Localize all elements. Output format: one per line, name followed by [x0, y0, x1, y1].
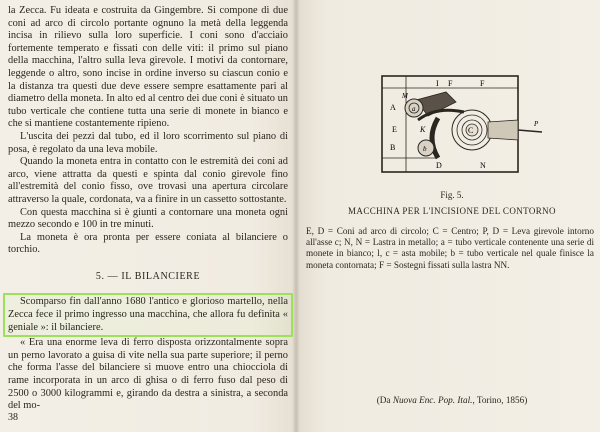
- left-text-column: [8, 5, 288, 413]
- figure-label: M: [402, 92, 408, 100]
- figure-label: E: [392, 125, 397, 134]
- machine-illustration: [376, 70, 546, 180]
- highlighted-paragraph: Scomparso fin dall'anno 1680 l'antico e glorioso martello, nella Zecca fece il primo ingresso una macchina, che allora fu definita « geniale »: il bilanciere.: [8, 296, 288, 333]
- source-title: Nuova Enc. Pop. Ital.: [392, 395, 473, 405]
- figure-caption: Fig. 5.: [440, 190, 464, 200]
- body-paragraph: « Era una enorme leva di ferro disposta orizzontalmente sopra un perno lavorato a guisa di vite nella sua parte superiore; il perno che forma l'asse del bilanciere si muove entro una chiocciola di rame incorporata in un arco di ghisa o di ferro fuso dal peso di 2500 o 3000 kilogrammi e, girando da destra a sinistra, a seconda del mo-: [8, 337, 288, 412]
- figure-label: A: [390, 103, 396, 112]
- figure-label: F: [480, 79, 485, 88]
- book-gutter: [292, 0, 300, 432]
- figure-label: D: [436, 161, 442, 170]
- body-paragraph: Quando la moneta entra in contatto con le estremità dei coni ad arco, viene attratta da questi e spinta dal conio girevole fino all'estremità del conio fisso, ove trovasi una apertura circolare attraverso la quale, cordonata, va a finire in un cassetto sottostante.: [8, 156, 288, 205]
- body-paragraph: L'uscita dei pezzi dal tubo, ed il loro scorrimento sul piano di posa, è regolato da una leva mobile.: [8, 130, 288, 155]
- figure-label: b: [423, 145, 427, 153]
- source-citation: [300, 395, 600, 405]
- figure-label: N: [480, 161, 486, 170]
- figure-label: B: [390, 143, 396, 152]
- figure-label: I: [436, 79, 439, 88]
- highlighted-passage[interactable]: [3, 293, 293, 337]
- section-title: 5. — IL BILANCIERE: [95, 270, 201, 282]
- page-number: 38: [8, 412, 18, 423]
- figure-label: C: [468, 126, 474, 135]
- figure-label: a: [412, 105, 416, 113]
- body-paragraph: Con questa macchina si è giunti a contornare una moneta ogni mezzo secondo e 100 in tre minuti.: [8, 206, 288, 231]
- source-prefix: (Da: [376, 395, 393, 405]
- source-suffix: , Torino, 1856): [472, 395, 528, 405]
- body-paragraph: la Zecca. Fu ideata e costruita da Gingembre. Si compone di due coni ad arco di circolo portante ognuno la metà della leggenda incisa in rilievo sulla loro superficie. I coni sono d'acciaio fortemente temperato e fissati con delle viti: il primo sul piano della macchina, l'altro sulla leva girevole. I motivi da contornare, leggende o altro, sono incise in ordine inverso su ciascun conio e la distanza tra questi due deve essere sempre esattamente pari al diametro della moneta. In alto ed al centro dei due coni è situato un tubo verticale che contiene tutta una serie di monete in bianco e che si mantiene costantemente ripieno.: [8, 5, 288, 130]
- figure-label: F: [448, 79, 453, 88]
- right-page: [296, 0, 600, 432]
- figure-label: P: [534, 120, 539, 128]
- figure-label: K: [420, 125, 426, 134]
- body-paragraph: La moneta è ora pronta per essere coniata al bilanciere o torchio.: [8, 231, 288, 256]
- figure-title: MACCHINA PER L'INCISIONE DEL CONTORNO: [348, 206, 556, 216]
- figure-legend: E, D = Coni ad arco di circolo; C = Centro; P, D = Leva girevole intorno all'asse c; N, N = Lastra in metallo; a = tubo verticale contenente una serie di monete in bianco; l, c = asta mobile; b = tubo verticale nel quale finisce la moneta contornata; F = Sostegni fissati sulla lastra NN.: [306, 226, 594, 270]
